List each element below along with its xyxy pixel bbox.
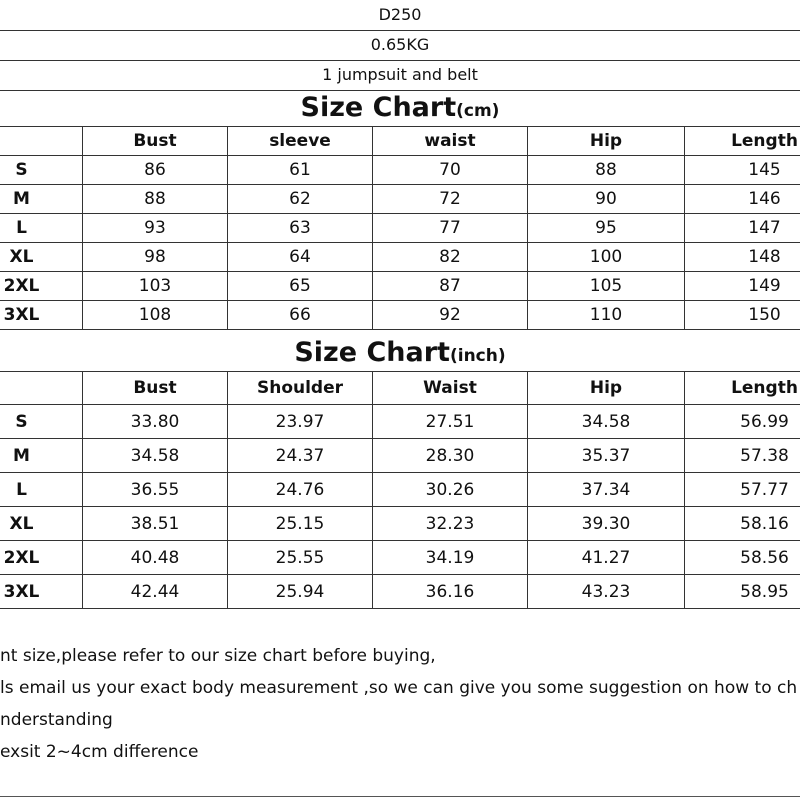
size-label-cell: 2XL [0, 272, 83, 301]
measurement-cell: 62 [228, 185, 373, 214]
size-label-cell: S [0, 156, 83, 185]
table-row [0, 439, 800, 473]
table-row [0, 575, 800, 609]
measurement-cell: 36.55 [83, 473, 228, 507]
measurement-cell: 38.51 [83, 507, 228, 541]
measurement-cell: 88 [83, 185, 228, 214]
size-label-cell: 3XL [0, 301, 83, 330]
measurement-cell: 88 [528, 156, 685, 185]
package-weight: 0.65KG [0, 30, 800, 61]
measurement-cell: 147 [685, 214, 800, 243]
measurement-cell: 58.95 [685, 575, 800, 609]
header-corner-cell [0, 127, 83, 156]
measurement-cell: 25.15 [228, 507, 373, 541]
measurement-cell: 33.80 [83, 405, 228, 439]
measurement-cell: 110 [528, 301, 685, 330]
size-label-cell: 2XL [0, 541, 83, 575]
size-label-cell: L [0, 214, 83, 243]
measurement-cell: 100 [528, 243, 685, 272]
column-header: Waist [373, 372, 528, 405]
measurement-cell: 105 [528, 272, 685, 301]
measurement-cell: 66 [228, 301, 373, 330]
size-label-cell: M [0, 439, 83, 473]
table-header-row [0, 372, 800, 405]
measurement-cell: 146 [685, 185, 800, 214]
column-header: Bust [83, 127, 228, 156]
table-row [0, 185, 800, 214]
measurement-cell: 64 [228, 243, 373, 272]
cm-chart-title [0, 90, 800, 129]
measurement-cell: 39.30 [528, 507, 685, 541]
measurement-cell: 58.16 [685, 507, 800, 541]
size-label-cell: XL [0, 507, 83, 541]
measurement-cell: 58.56 [685, 541, 800, 575]
note-line: ls email us your exact body measurement ,so we can give you some suggestion on how to ch [0, 678, 798, 698]
size-label-cell: M [0, 185, 83, 214]
table-row [0, 541, 800, 575]
measurement-cell: 98 [83, 243, 228, 272]
table-row [0, 214, 800, 243]
cm-chart-title-text: Size Chart [300, 92, 457, 123]
measurement-cell: 149 [685, 272, 800, 301]
header-corner-cell [0, 372, 83, 405]
measurement-cell: 25.94 [228, 575, 373, 609]
measurement-cell: 37.34 [528, 473, 685, 507]
inch-chart-unit: (inch) [449, 346, 506, 366]
measurement-cell: 103 [83, 272, 228, 301]
column-header: Length [685, 372, 800, 405]
measurement-cell: 108 [83, 301, 228, 330]
measurement-cell: 42.44 [83, 575, 228, 609]
column-header: Bust [83, 372, 228, 405]
table-row [0, 473, 800, 507]
measurement-cell: 65 [228, 272, 373, 301]
note-line: exsit 2~4cm difference [0, 742, 199, 762]
measurement-cell: 148 [685, 243, 800, 272]
table-row [0, 243, 800, 272]
measurement-cell: 57.77 [685, 473, 800, 507]
size-label-cell: 3XL [0, 575, 83, 609]
cm-chart-unit: (cm) [456, 101, 500, 121]
measurement-cell: 23.97 [228, 405, 373, 439]
size-label-cell: XL [0, 243, 83, 272]
size-notes [0, 640, 797, 768]
measurement-cell: 82 [373, 243, 528, 272]
measurement-cell: 56.99 [685, 405, 800, 439]
measurement-cell: 87 [373, 272, 528, 301]
measurement-cell: 145 [685, 156, 800, 185]
measurement-cell: 86 [83, 156, 228, 185]
bottom-divider [0, 796, 800, 797]
inch-size-table [0, 371, 800, 609]
cm-size-table [0, 126, 800, 330]
column-header: sleeve [228, 127, 373, 156]
measurement-cell: 28.30 [373, 439, 528, 473]
measurement-cell: 61 [228, 156, 373, 185]
table-row [0, 272, 800, 301]
measurement-cell: 93 [83, 214, 228, 243]
table-row [0, 156, 800, 185]
measurement-cell: 70 [373, 156, 528, 185]
package-contents: 1 jumpsuit and belt [0, 60, 800, 91]
size-label-cell: S [0, 405, 83, 439]
measurement-cell: 72 [373, 185, 528, 214]
table-header-row [0, 127, 800, 156]
note-line: nt size,please refer to our size chart before buying, [0, 646, 436, 666]
column-header: Hip [528, 127, 685, 156]
measurement-cell: 34.58 [528, 405, 685, 439]
measurement-cell: 24.76 [228, 473, 373, 507]
measurement-cell: 34.19 [373, 541, 528, 575]
measurement-cell: 30.26 [373, 473, 528, 507]
size-label-cell: L [0, 473, 83, 507]
table-row [0, 405, 800, 439]
inch-chart-title [0, 335, 800, 374]
measurement-cell: 92 [373, 301, 528, 330]
measurement-cell: 43.23 [528, 575, 685, 609]
column-header: Length [685, 127, 800, 156]
measurement-cell: 24.37 [228, 439, 373, 473]
measurement-cell: 77 [373, 214, 528, 243]
measurement-cell: 41.27 [528, 541, 685, 575]
measurement-cell: 36.16 [373, 575, 528, 609]
table-row [0, 507, 800, 541]
table-row [0, 301, 800, 330]
measurement-cell: 35.37 [528, 439, 685, 473]
inch-chart-title-text: Size Chart [294, 337, 450, 368]
measurement-cell: 150 [685, 301, 800, 330]
measurement-cell: 27.51 [373, 405, 528, 439]
column-header: waist [373, 127, 528, 156]
measurement-cell: 95 [528, 214, 685, 243]
measurement-cell: 34.58 [83, 439, 228, 473]
measurement-cell: 90 [528, 185, 685, 214]
note-line: nderstanding [0, 710, 113, 730]
measurement-cell: 32.23 [373, 507, 528, 541]
model-code: D250 [0, 0, 800, 31]
measurement-cell: 63 [228, 214, 373, 243]
measurement-cell: 25.55 [228, 541, 373, 575]
column-header: Hip [528, 372, 685, 405]
measurement-cell: 57.38 [685, 439, 800, 473]
column-header: Shoulder [228, 372, 373, 405]
measurement-cell: 40.48 [83, 541, 228, 575]
